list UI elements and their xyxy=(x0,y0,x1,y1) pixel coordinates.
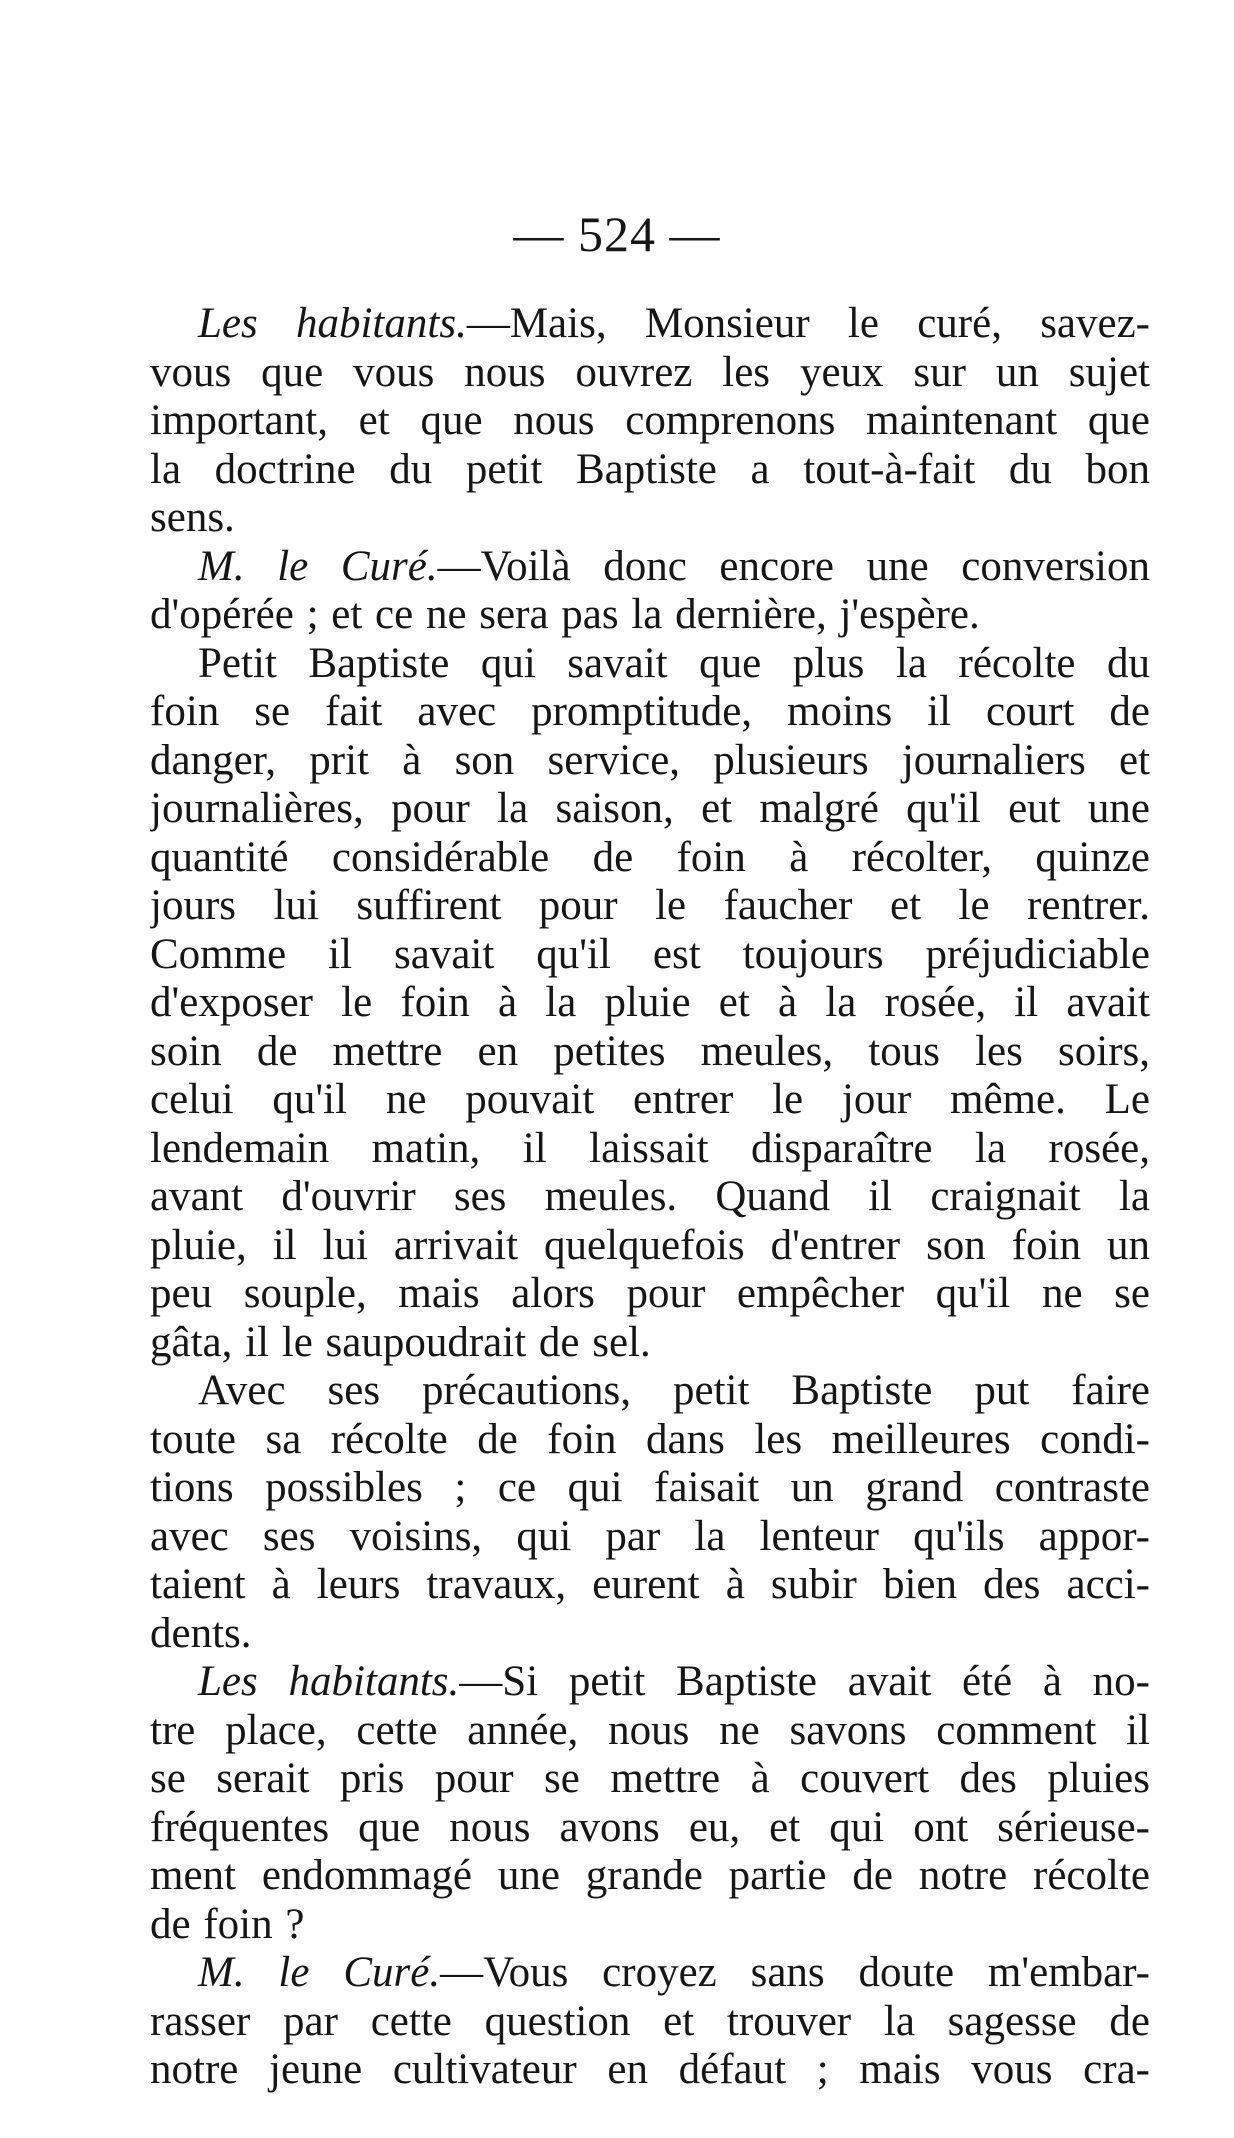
text-line xyxy=(150,2046,1150,2095)
line-text: lendemain matin, il laissait disparaître la rosée, xyxy=(150,1124,1150,1172)
text-line xyxy=(150,882,1150,931)
line-text: important, et que nous comprenons maintenant que xyxy=(150,397,1150,444)
line-text: de foin ? xyxy=(150,1900,305,1948)
text-line xyxy=(150,1367,1150,1416)
text-line xyxy=(150,1222,1150,1271)
line-text: quantité considérable de foin à récolter, quinze xyxy=(150,833,1150,881)
line-text: —Mais, Monsieur le curé, savez- xyxy=(466,300,1150,347)
text-line xyxy=(150,1755,1150,1804)
line-text: Comme il savait qu'il est toujours préjudiciable xyxy=(150,930,1150,978)
text-line xyxy=(150,1658,1150,1707)
line-text: —Si petit Baptiste avait été à no- xyxy=(459,1658,1150,1705)
line-text: notre jeune cultivateur en défaut ; mais vous cra- xyxy=(150,2046,1150,2093)
line-text: —Voilà donc encore une conversion xyxy=(437,542,1150,590)
line-text: d'exposer le foin à la pluie et à la rosée, il avait xyxy=(150,979,1150,1026)
text-line xyxy=(150,1610,1150,1659)
text-line xyxy=(150,1707,1150,1756)
line-text: jours lui suffirent pour le faucher et le rentrer. xyxy=(150,882,1150,929)
text-line xyxy=(150,834,1150,883)
speaker-label: M. le Curé. xyxy=(198,542,438,590)
line-text: journalières, pour la saison, et malgré qu'il eut une xyxy=(150,785,1150,832)
line-text: vous que vous nous ouvrez les yeux sur un sujet xyxy=(150,348,1150,396)
text-line xyxy=(150,1028,1150,1077)
line-text: foin se fait avec promptitude, moins il court de xyxy=(150,688,1150,735)
text-line xyxy=(150,688,1150,737)
line-text: tions possibles ; ce qui faisait un grand contraste xyxy=(150,1464,1150,1511)
text-line xyxy=(150,785,1150,834)
speaker-label: Les habitants. xyxy=(198,300,467,347)
text-line xyxy=(150,737,1150,786)
text-line xyxy=(150,979,1150,1028)
line-text: avant d'ouvrir ses meules. Quand il craignait la xyxy=(150,1173,1150,1220)
text-line xyxy=(150,543,1150,592)
line-text: toute sa récolte de foin dans les meilleures condi- xyxy=(150,1415,1150,1463)
line-text: avec ses voisins, qui par la lenteur qu'ils appor- xyxy=(150,1512,1150,1560)
line-text: tre place, cette année, nous ne savons comment il xyxy=(150,1706,1150,1754)
line-text: se serait pris pour se mettre à couvert des pluies xyxy=(150,1755,1150,1802)
text-line xyxy=(150,1270,1150,1319)
speaker-label: M. le Curé. xyxy=(198,1949,441,1996)
text-line xyxy=(150,591,1150,640)
line-text: —Vous croyez sans doute m'embar- xyxy=(440,1949,1150,1996)
page-body-text xyxy=(150,300,1150,2095)
line-text: soin de mettre en petites meules, tous les soirs, xyxy=(150,1027,1150,1075)
line-text: taient à leurs travaux, eurent à subir bien des acci- xyxy=(150,1561,1150,1608)
text-line xyxy=(150,1901,1150,1950)
text-line xyxy=(150,1561,1150,1610)
text-line xyxy=(150,1852,1150,1901)
text-line xyxy=(150,1513,1150,1562)
line-text: d'opérée ; et ce ne sera pas la dernière, j'espère. xyxy=(150,591,980,638)
line-text: fréquentes que nous avons eu, et qui ont sérieuse- xyxy=(150,1803,1150,1851)
text-line xyxy=(150,397,1150,446)
text-line xyxy=(150,1319,1150,1368)
line-text: rasser par cette question et trouver la sagesse de xyxy=(150,1997,1150,2045)
text-line xyxy=(150,1998,1150,2047)
text-line xyxy=(150,494,1150,543)
line-text: ment endommagé une grande partie de notre récolte xyxy=(150,1852,1150,1899)
line-text: sens. xyxy=(150,494,235,541)
text-line xyxy=(150,1464,1150,1513)
text-line xyxy=(150,1416,1150,1465)
text-line xyxy=(150,1076,1150,1125)
text-line xyxy=(150,931,1150,980)
text-line xyxy=(150,1949,1150,1998)
text-line xyxy=(150,300,1150,349)
line-text: celui qu'il ne pouvait entrer le jour même. Le xyxy=(150,1076,1150,1123)
text-line xyxy=(150,1125,1150,1174)
text-line xyxy=(150,349,1150,398)
speaker-label: Les habitants. xyxy=(198,1658,460,1705)
line-text: Avec ses précautions, petit Baptiste put faire xyxy=(198,1367,1150,1414)
text-line xyxy=(150,1173,1150,1222)
text-line xyxy=(150,446,1150,495)
line-text: dents. xyxy=(150,1609,252,1657)
line-text: danger, prit à son service, plusieurs journaliers et xyxy=(150,736,1150,784)
text-line xyxy=(150,640,1150,689)
text-line xyxy=(150,1804,1150,1853)
page-number: — 524 — xyxy=(513,206,721,262)
line-text: gâta, il le saupoudrait de sel. xyxy=(150,1318,651,1366)
line-text: peu souple, mais alors pour empêcher qu'il ne se xyxy=(150,1270,1150,1317)
line-text: pluie, il lui arrivait quelquefois d'entrer son foin un xyxy=(150,1221,1150,1269)
line-text: la doctrine du petit Baptiste a tout-à-fait du bon xyxy=(150,445,1150,493)
line-text: Petit Baptiste qui savait que plus la récolte du xyxy=(198,639,1150,687)
